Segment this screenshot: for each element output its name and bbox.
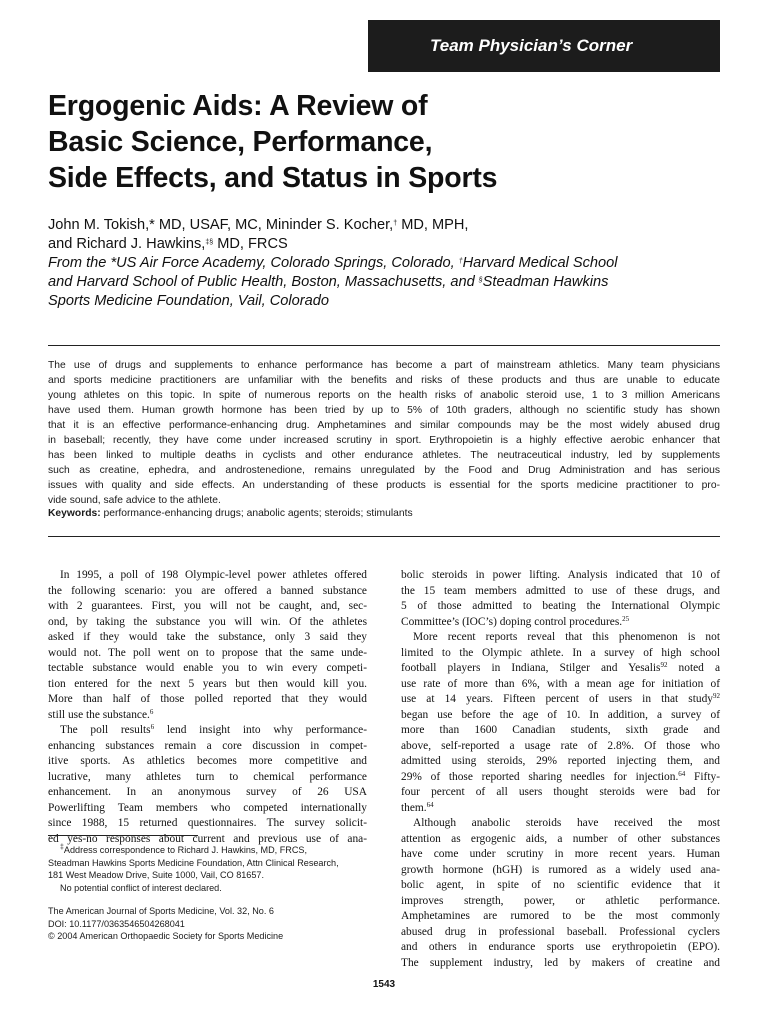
line-text: More recent reports reveal that this phenomenon is not	[413, 631, 720, 643]
body-text-line	[48, 661, 367, 677]
abstract-line: such as creatine, ephedra, and androstenedione, remains unregulated by the Food and Drug Administration and has serious	[48, 465, 720, 476]
line-text: and others in endurance sports use erythropoietin (EPO).	[401, 941, 720, 953]
body-text-line	[48, 770, 367, 786]
line-text: attention as ergogenic aids, a number of other substances	[401, 832, 720, 845]
citation-ref: 64	[678, 769, 686, 778]
line-text: the following scenario: you are offered a banned substance	[48, 584, 367, 597]
page-number: 1543	[372, 979, 396, 990]
footnote-marker: ‡	[60, 844, 64, 851]
footnote-line	[48, 882, 378, 895]
body-text-line	[401, 785, 720, 801]
author-line	[48, 216, 738, 235]
line-text: use rate of more than 6%, with a mean age for initiation of	[401, 677, 720, 690]
affiliation-marker: †	[458, 258, 463, 265]
footnote-text: 181 West Meadow Drive, Suite 1000, Vail, CO 81657.	[48, 870, 265, 880]
journal-citation	[48, 905, 378, 943]
body-text-line	[401, 661, 720, 677]
body-text-line	[48, 801, 367, 817]
line-text: growth hormone (hGH) is rumored as a widely used ana-	[401, 863, 720, 876]
line-text: have come under scrutiny in more recent years. Human	[401, 848, 720, 860]
body-text-line	[401, 568, 720, 584]
line-text: bolic steroids in power lifting. Analysis indicated that 10 of	[401, 569, 720, 581]
author-line	[48, 235, 738, 254]
line-text: noted a	[667, 662, 720, 674]
body-text-line	[401, 863, 720, 879]
author-text: MD, FRCS	[213, 236, 288, 252]
line-text: lucrative, many athletes turn to chemical performance	[48, 770, 367, 783]
abstract-line: in baseball; recently, they have come under increased scrutiny in sport. Erythropoietin is a highly effective aerobic enhancer that	[48, 435, 720, 446]
line-text: since 1988, 15 returned questionnaires. The survey solicit-	[48, 817, 367, 829]
line-text: The poll results	[60, 724, 151, 736]
body-text-line	[48, 615, 367, 631]
title-line: Ergogenic Aids: A Review of	[48, 90, 428, 122]
footnote-text: Steadman Hawkins Sports Medicine Foundation, Attn Clinical Research,	[48, 857, 339, 868]
line-text: more than 1600 Canadian students, sixth grade and	[401, 724, 720, 736]
body-text-line	[48, 739, 367, 755]
abstract	[48, 358, 720, 508]
line-text: Amphetamines are rumored to be the most commonly	[401, 910, 720, 922]
body-text-line	[401, 584, 720, 600]
author-text: MD, MPH,	[397, 217, 469, 233]
line-text: would not. The poll went on to propose that the same unde-	[48, 646, 367, 659]
line-text: Fifty-	[685, 770, 720, 783]
line-text: Powerlifting Team members who competed internationally	[48, 801, 367, 814]
affiliation-text: Harvard Medical School	[462, 255, 618, 271]
affiliation-line	[48, 254, 738, 273]
line-text: still use the substance.	[48, 708, 150, 721]
citation-ref: 92	[713, 692, 720, 700]
keywords-label: Keywords:	[48, 508, 101, 519]
body-text-line	[48, 708, 367, 724]
body-text-line	[48, 599, 367, 615]
line-text: them.	[401, 801, 427, 814]
line-text: lend insight into why performance-	[154, 724, 367, 736]
author-text: John M. Tokish,* MD, USAF, MC, Mininder S. Kocher,	[48, 217, 394, 233]
author-marker: †	[393, 220, 398, 227]
line-text: In 1995, a poll of 198 Olympic-level power athletes offered	[60, 569, 367, 581]
abstract-line: that it is an effective performance-enhancing drug. Amphetamines and similar compounds may be the most widely abused drug	[48, 420, 720, 431]
line-text: itive sports. As athletics becomes more competitive and	[48, 755, 367, 767]
line-text: Although anabolic steroids have received the most	[413, 817, 720, 829]
line-text: Committee’s (IOC’s) doping control procedures.	[401, 615, 623, 628]
affiliation-text: Steadman Hawkins	[482, 274, 609, 290]
affiliation-line	[48, 292, 738, 311]
line-text: asked if they would take the substance, only 3 said they	[48, 631, 367, 643]
line-text: the 15 team members admitted to use of these drugs, and	[401, 584, 720, 597]
footnote-text: Address correspondence to Richard J. Hawkins, MD, FRCS,	[63, 845, 307, 855]
abstract-line: have used them. Human growth hormone has been tried by up to 5% of 10th graders, although no scientific study has shown	[48, 405, 720, 416]
line-text: with 2 guarantees. First, you will not be caught, and, sec-	[48, 600, 367, 612]
line-text: 5 of those admitted to beating the International Olympic	[401, 600, 720, 612]
line-text: ond, by taking the substance you will win. Of the athletes	[48, 615, 367, 628]
body-text-line	[401, 878, 720, 894]
body-text-line	[401, 754, 720, 770]
body-text-line	[48, 677, 367, 693]
keywords-list: performance-enhancing drugs; anabolic agents; steroids; stimulants	[100, 508, 413, 519]
body-text-line	[401, 956, 720, 972]
footnote-divider	[48, 835, 198, 836]
line-text: 29% of those reported sharing needles for injection.	[401, 770, 679, 783]
body-text-line	[401, 909, 720, 925]
body-text-line	[401, 677, 720, 693]
body-text-line	[401, 894, 720, 910]
affiliation-line	[48, 273, 738, 292]
line-text: More than half of those polled reported that they would	[48, 693, 367, 705]
author-block	[48, 216, 738, 311]
line-text: tion entered for the next 5 years but then would kill you.	[48, 677, 367, 690]
abstract-line: has been linked to multiple deaths in cyclists and other endurance athletes. The neutraceutical industry, led by supplements	[48, 450, 720, 461]
line-text: The supplement industry, led by makers of creatine and	[401, 956, 720, 969]
citation-ref: 64	[426, 800, 434, 809]
citation-line: © 2004 American Orthopaedic Society for Sports Medicine	[48, 931, 284, 941]
line-text: use at 14 years. Fifteen percent of users in that study	[401, 693, 713, 705]
abstract-box	[48, 345, 720, 537]
body-text-line	[48, 692, 367, 708]
line-text: enhancing substances remain a core discussion in compet-	[48, 739, 367, 752]
title-line: Side Effects, and Status in Sports	[48, 162, 498, 194]
body-text-line	[401, 723, 720, 739]
body-text-line	[48, 723, 367, 739]
line-text: football players in Indiana, Stilger and Yesalis	[401, 662, 661, 674]
citation-line: The American Journal of Sports Medicine, Vol. 32, No. 6	[48, 906, 274, 916]
body-text-line	[48, 568, 367, 584]
footnote-line	[48, 844, 378, 857]
body-text-line	[401, 599, 720, 615]
body-text-line	[401, 847, 720, 863]
body-text-line	[401, 630, 720, 646]
line-text: bolic agent, in spite of no scientific evidence that it	[401, 879, 720, 891]
abstract-line: vide sound, safe advice to the athlete.	[48, 495, 221, 506]
title-line: Basic Science, Performance,	[48, 126, 433, 158]
abstract-line: The use of drugs and supplements to enhance performance has become a part of mainstream athletics. Many team physicians	[48, 360, 720, 371]
body-text-line	[48, 584, 367, 600]
affiliation-text: and Harvard School of Public Health, Boston, Massachusetts, and	[48, 274, 479, 290]
body-text-line	[48, 630, 367, 646]
citation-ref: 6	[150, 723, 155, 731]
footnote-text: No potential conflict of interest declared.	[60, 882, 222, 893]
body-text-line	[401, 925, 720, 941]
citation-line: DOI: 10.1177/0363546504268041	[48, 918, 185, 929]
line-text: improves strength, power, or athletic performance.	[401, 894, 720, 907]
body-text-line	[401, 801, 720, 817]
citation-ref: 92	[660, 661, 668, 669]
line-text: four percent of all users thought steroids were bad for	[401, 786, 720, 798]
article-title	[48, 88, 688, 196]
affiliation-marker: §	[478, 277, 483, 284]
line-text: began use before the age of 10. In addition, a survey of	[401, 708, 720, 721]
citation-ref: 25	[622, 614, 630, 623]
body-text-line	[48, 785, 367, 801]
body-text-line	[401, 832, 720, 848]
body-text-line	[401, 816, 720, 832]
section-banner	[368, 20, 720, 72]
footnote-line	[48, 857, 378, 870]
abstract-line: and sports medicine practitioners are unfamiliar with the benefits and risks of these products and thus are unable to educate	[48, 375, 720, 386]
body-text-line	[401, 940, 720, 956]
line-text: enhancement. In an anonymous survey of 26 USA	[48, 786, 367, 798]
body-text-line	[48, 646, 367, 662]
line-text: above, self-reported a usage rate of 2.8%. Of those who	[401, 739, 720, 752]
keywords	[48, 507, 720, 521]
body-text-line	[48, 754, 367, 770]
line-text: tectable substance would enable you to win every competi-	[48, 662, 367, 674]
abstract-line: young athletes on this topic. In spite of numerous reports on the health risks of anabolic steroid use, 1 to 3 million Americans	[48, 390, 720, 401]
body-text-line	[401, 739, 720, 755]
author-marker: ‡§	[205, 239, 214, 246]
line-text: ed yes-no responses about current and previous use of ana-	[48, 832, 367, 845]
footnote-line	[48, 869, 378, 882]
body-text-line	[401, 692, 720, 708]
affiliation-text: Sports Medicine Foundation, Vail, Colorado	[48, 293, 329, 309]
body-column-left	[48, 568, 367, 847]
abstract-line: issues with quality and side effects. An understanding of these products is essential for the sports medicine practitioner to pro-	[48, 480, 720, 491]
body-text-line	[401, 770, 720, 786]
body-text-line	[401, 708, 720, 724]
body-column-right	[401, 568, 720, 971]
body-text-line	[48, 816, 367, 832]
body-text-line	[401, 615, 720, 631]
author-text: and Richard J. Hawkins,	[48, 236, 206, 252]
correspondence-footnote	[48, 844, 378, 894]
body-text-line	[401, 646, 720, 662]
section-label: Team Physician’s Corner	[430, 36, 633, 55]
line-text: limited to the Olympic athlete. In a survey of high school	[401, 646, 720, 659]
line-text: abused drug in professional baseball. Professional cyclers	[401, 925, 720, 938]
citation-ref: 6	[149, 707, 154, 716]
affiliation-text: From the *US Air Force Academy, Colorado Springs, Colorado,	[48, 255, 459, 271]
line-text: admitted using steroids, 29% reported injecting them, and	[401, 755, 720, 767]
